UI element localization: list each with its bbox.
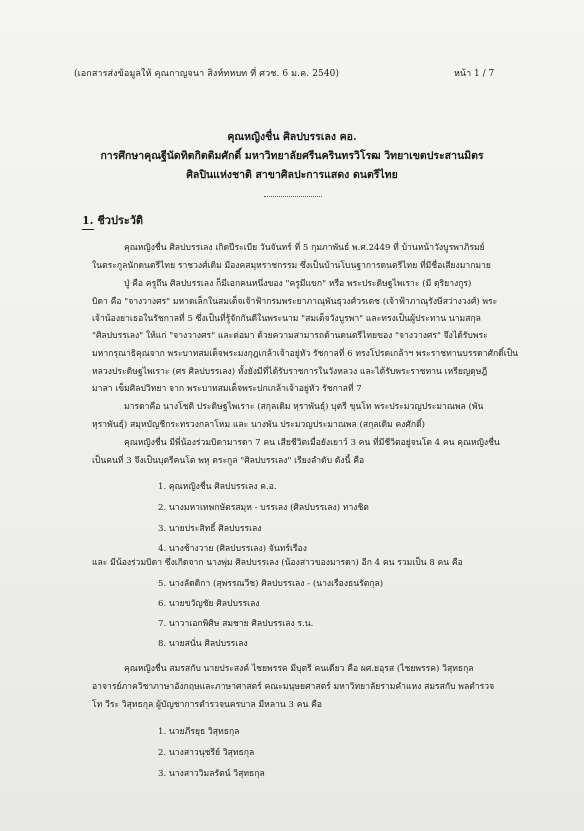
sibling-item: 4. นางช้างวาย (ศิลปบรรเลง) จันทร์เรือง bbox=[158, 544, 307, 554]
paragraph-line: คุณหญิงชื่น สมรสกับ นายประสงค์ ไชยพรรค มีบุตรี คนเดียว คือ ผศ.ยอุรส (ไชยพรรค) วิสุทธกุล bbox=[124, 664, 474, 674]
half-sibling-item: 8. นายสนั่น ศิลปบรรเลง bbox=[158, 639, 248, 649]
paragraph-line: โท วีระ วิสุทธกุล ผู้บัญชาการตำรวจนครบาล มีหลาน 3 คน คือ bbox=[92, 700, 322, 710]
paragraph-line: ในตระกูลนักดนตรีไทย ราชวงศ์เดิม มีองคสมุหราชกรรม ซึ่งเป็นบ้านโบนฐาการดนตรีไทย ที่มีชื่อเสียงมากมาย bbox=[92, 261, 491, 271]
grandchild-item: 3. นางสาววิมลรัตน์ วิสุทธกุล bbox=[158, 769, 265, 779]
paragraph-line: มาลา เข็มศิลปวิทยา จาก พระบาทสมเด็จพระปกเกล้าเจ้าอยู่หัว รัชกาลที่ 7 bbox=[92, 384, 362, 394]
document-title: คุณหญิงชื่น ศิลปบรรเลง คอ. bbox=[227, 131, 357, 143]
header-note: (เอกสารส่งข้อมูลให้ คุณกาญจนา สิงห์ทหบท ที่ ศวช. 6 ม.ค. 2540) bbox=[74, 69, 340, 79]
sibling-item: 2. นางมหาเทพกษัตรสมุห - บรรเลง (ศิลปบรรเลง) ทางชิต bbox=[158, 503, 369, 513]
grandchild-item: 1. นายภีรยุธ วิสุทธกุล bbox=[158, 727, 240, 737]
document-subtitle-artist: ศิลปินแห่งชาติ สาขาศิลปะการแสดง ดนตรีไทย bbox=[186, 169, 398, 181]
sibling-item: 3. นายประสิทธิ์ ศิลปบรรเลง bbox=[158, 524, 262, 534]
paragraph-line: "ศิลปบรรเลง" ให้แก่ "จางวางศร" และต่อมา ด้วยความสามารถด้านดนตรีไทยของ "จางวางศร" จึงได้รับพระ bbox=[92, 331, 488, 341]
half-sibling-item: 7. นาวาเอกพิศิษ สมชาย ศิลปบรรเลง ร.น. bbox=[158, 619, 314, 629]
paragraph-line: เป็นคนที่ 3 จึงเป็นบุตรีคนโต พหุ ตระกูล "ศิลปบรรเลง" เรียงลำดับ ดังนี้ คือ bbox=[92, 456, 365, 466]
section-heading: 1. ชีวประวัติ bbox=[82, 214, 144, 227]
half-sibling-item: 5. นางลัดดิกา (สุพรรณวีช) ศิลปบรรเลง - (นางเรืองธนรัตกุล) bbox=[158, 579, 384, 589]
paragraph-line: และ มีน้องร่วมบิดา ซึ่งเกิดจาก นางพุ่ม ศิลปบรรเลง (น้องสาวของมารดา) อีก 4 คน รวมเป็น 8 คน คือ bbox=[92, 558, 463, 568]
paragraph-line: คุณหญิงชื่น ศิลปบรรเลง เกิดปีระเบีย วันจันทร์ ที่ 5 กุมภาพันธ์ พ.ศ.2449 ที่ บ้านหน้าวังบูรพาภิรมย์ bbox=[124, 243, 485, 253]
sibling-item: 1. คุณหญิงชื่น ศิลปบรรเลง ค.อ. bbox=[158, 482, 277, 492]
grandchild-item: 2. นางสาวนุชรีย์ วิสุทธกุล bbox=[158, 748, 255, 758]
paragraph-line: คุณหญิงชื่น มีพี่น้องร่วมบิดามารดา 7 คน เสียชีวิตเมื่อยังเยาว์ 3 คน ที่มีชีวิตอยู่จนโต 4 คน คุณหญิงชื่น bbox=[124, 438, 500, 448]
page-number: หน้า 1 / 7 bbox=[454, 69, 495, 79]
paragraph-line: ปู่ คือ ครูถึน ศิลปบรรเลง ก็มีเอกคนหนึ่งของ "ครูมีแขก" หรือ พระประดิษฐไพเราะ (มี ดุริยางกูร) bbox=[124, 279, 472, 289]
paragraph-line: มหากรุณาธิคุณจาก พระบาทสมเด็จพระมงกุฎเกล้าเจ้าอยู่หัว รัชกาลที่ 6 ทรงโปรดเกล้าฯ พระราชทานบรรดาศักดิ์เป็น bbox=[92, 349, 519, 359]
document-subtitle-degree: การศึกษาคุณฐีนัดทิตกิตติมศักดิ์ มหาวิทยาลัยศรีนครินทรวิโรฒ วิทยาเขตประสานมิตร bbox=[100, 150, 484, 162]
paragraph-line: บิดา คือ "จางวางศร" มหาดเล็กในสมเด็จเจ้าฟ้ากรมพระยาภาณุพันธุวงศ์วรเดช (เจ้าฟ้าภาณุรังษีสว่างวงศ์) พระ bbox=[92, 297, 498, 307]
paragraph-line: หลวงประดิษฐไพเราะ (ศร ศิลปบรรเลง) ทั้งยังมีที่ได้รับราชการในวังหลวง และได้รับพระราชทาน เหรียญดุษฎี bbox=[92, 367, 488, 377]
paragraph-line: มารดาคือ นางโชติ ประดิษฐไพเราะ (สกุลเดิม หุราพันธุ์) บุตรี ขุนโท พระประมวญประมาณพล (พัน bbox=[124, 402, 484, 412]
paragraph-line: อาจารย์ภาควิชาภาษาอังกฤษและภาษาศาสตร์ คณะมนุษยศาสตร์ มหาวิทยาลัยรามคำแหง สมรสกับ พลตำรวจ bbox=[92, 682, 495, 692]
title-divider bbox=[264, 196, 322, 197]
section-underline bbox=[82, 229, 94, 230]
half-sibling-item: 6. นายขวัญชัย ศิลปบรรเลง bbox=[158, 599, 260, 609]
paragraph-line: เจ้าน้องยาเธอในรัชกาลที่ 5 ซึ่งเป็นที่รู้จักกันดีในพระนาม "สมเด็จวังบูรพา" และทรงเป็นผู้ประทาน นามสกุล bbox=[92, 314, 481, 324]
paragraph-line: หุราพันธุ์) สมุหบัญชีกระทรวงกลาโหม และ นางพัน ประมวญประมาณพล (สกุลเดิม คงศักดิ์) bbox=[92, 420, 426, 430]
